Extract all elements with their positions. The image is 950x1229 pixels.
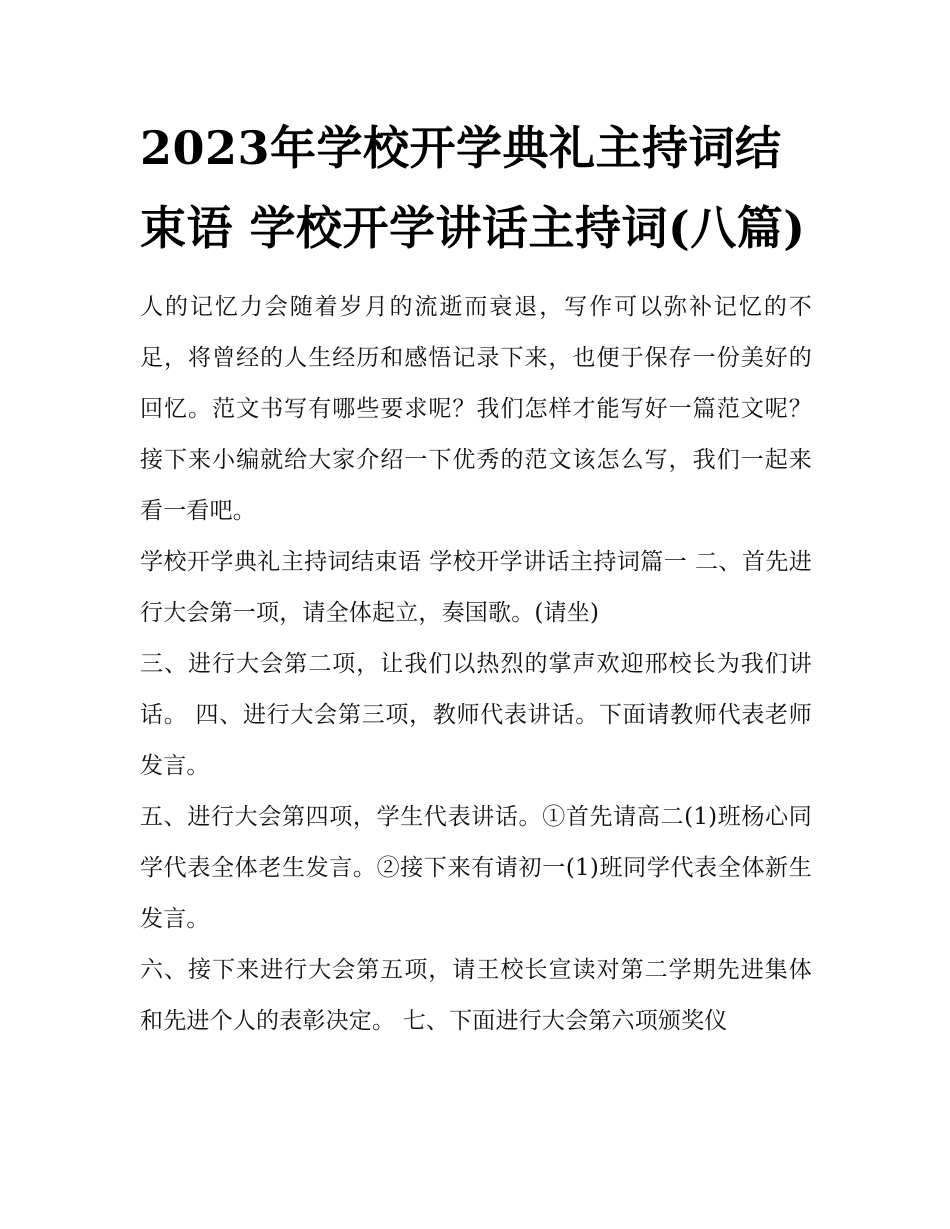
paragraph-intro: 人的记忆力会随着岁月的流逝而衰退，写作可以弥补记忆的不足，将曾经的人生经历和感悟记录下来，也便于保存一份美好的回忆。范文书写有哪些要求呢？我们怎样才能写好一篇范文呢？接下来小编就给大家介绍一下优秀的范文该怎么写，我们一起来看一看吧。	[140, 294, 812, 524]
document-body	[140, 282, 812, 1047]
document-page	[140, 108, 812, 1047]
paragraph-item-1: 学校开学典礼主持词结束语 学校开学讲话主持词篇一 二、首先进行大会第一项，请全体起立，奏国歌。(请坐)	[140, 549, 812, 626]
paragraph-item-3: 五、进行大会第四项，学生代表讲话。①首先请高二(1)班杨心同学代表全体老生发言。②接下来有请初一(1)班同学代表全体新生发言。	[140, 804, 812, 932]
paragraph-item-4: 六、接下来进行大会第五项，请王校长宣读对第二学期先进集体和先进个人的表彰决定。 七、下面进行大会第六项颁奖仪	[140, 957, 812, 1034]
document-title: 2023年学校开学典礼主持词结束语 学校开学讲话主持词(八篇)	[140, 121, 806, 255]
paragraph-item-2: 三、进行大会第二项，让我们以热烈的掌声欢迎邢校长为我们讲话。 四、进行大会第三项，教师代表讲话。下面请教师代表老师发言。	[140, 651, 812, 779]
